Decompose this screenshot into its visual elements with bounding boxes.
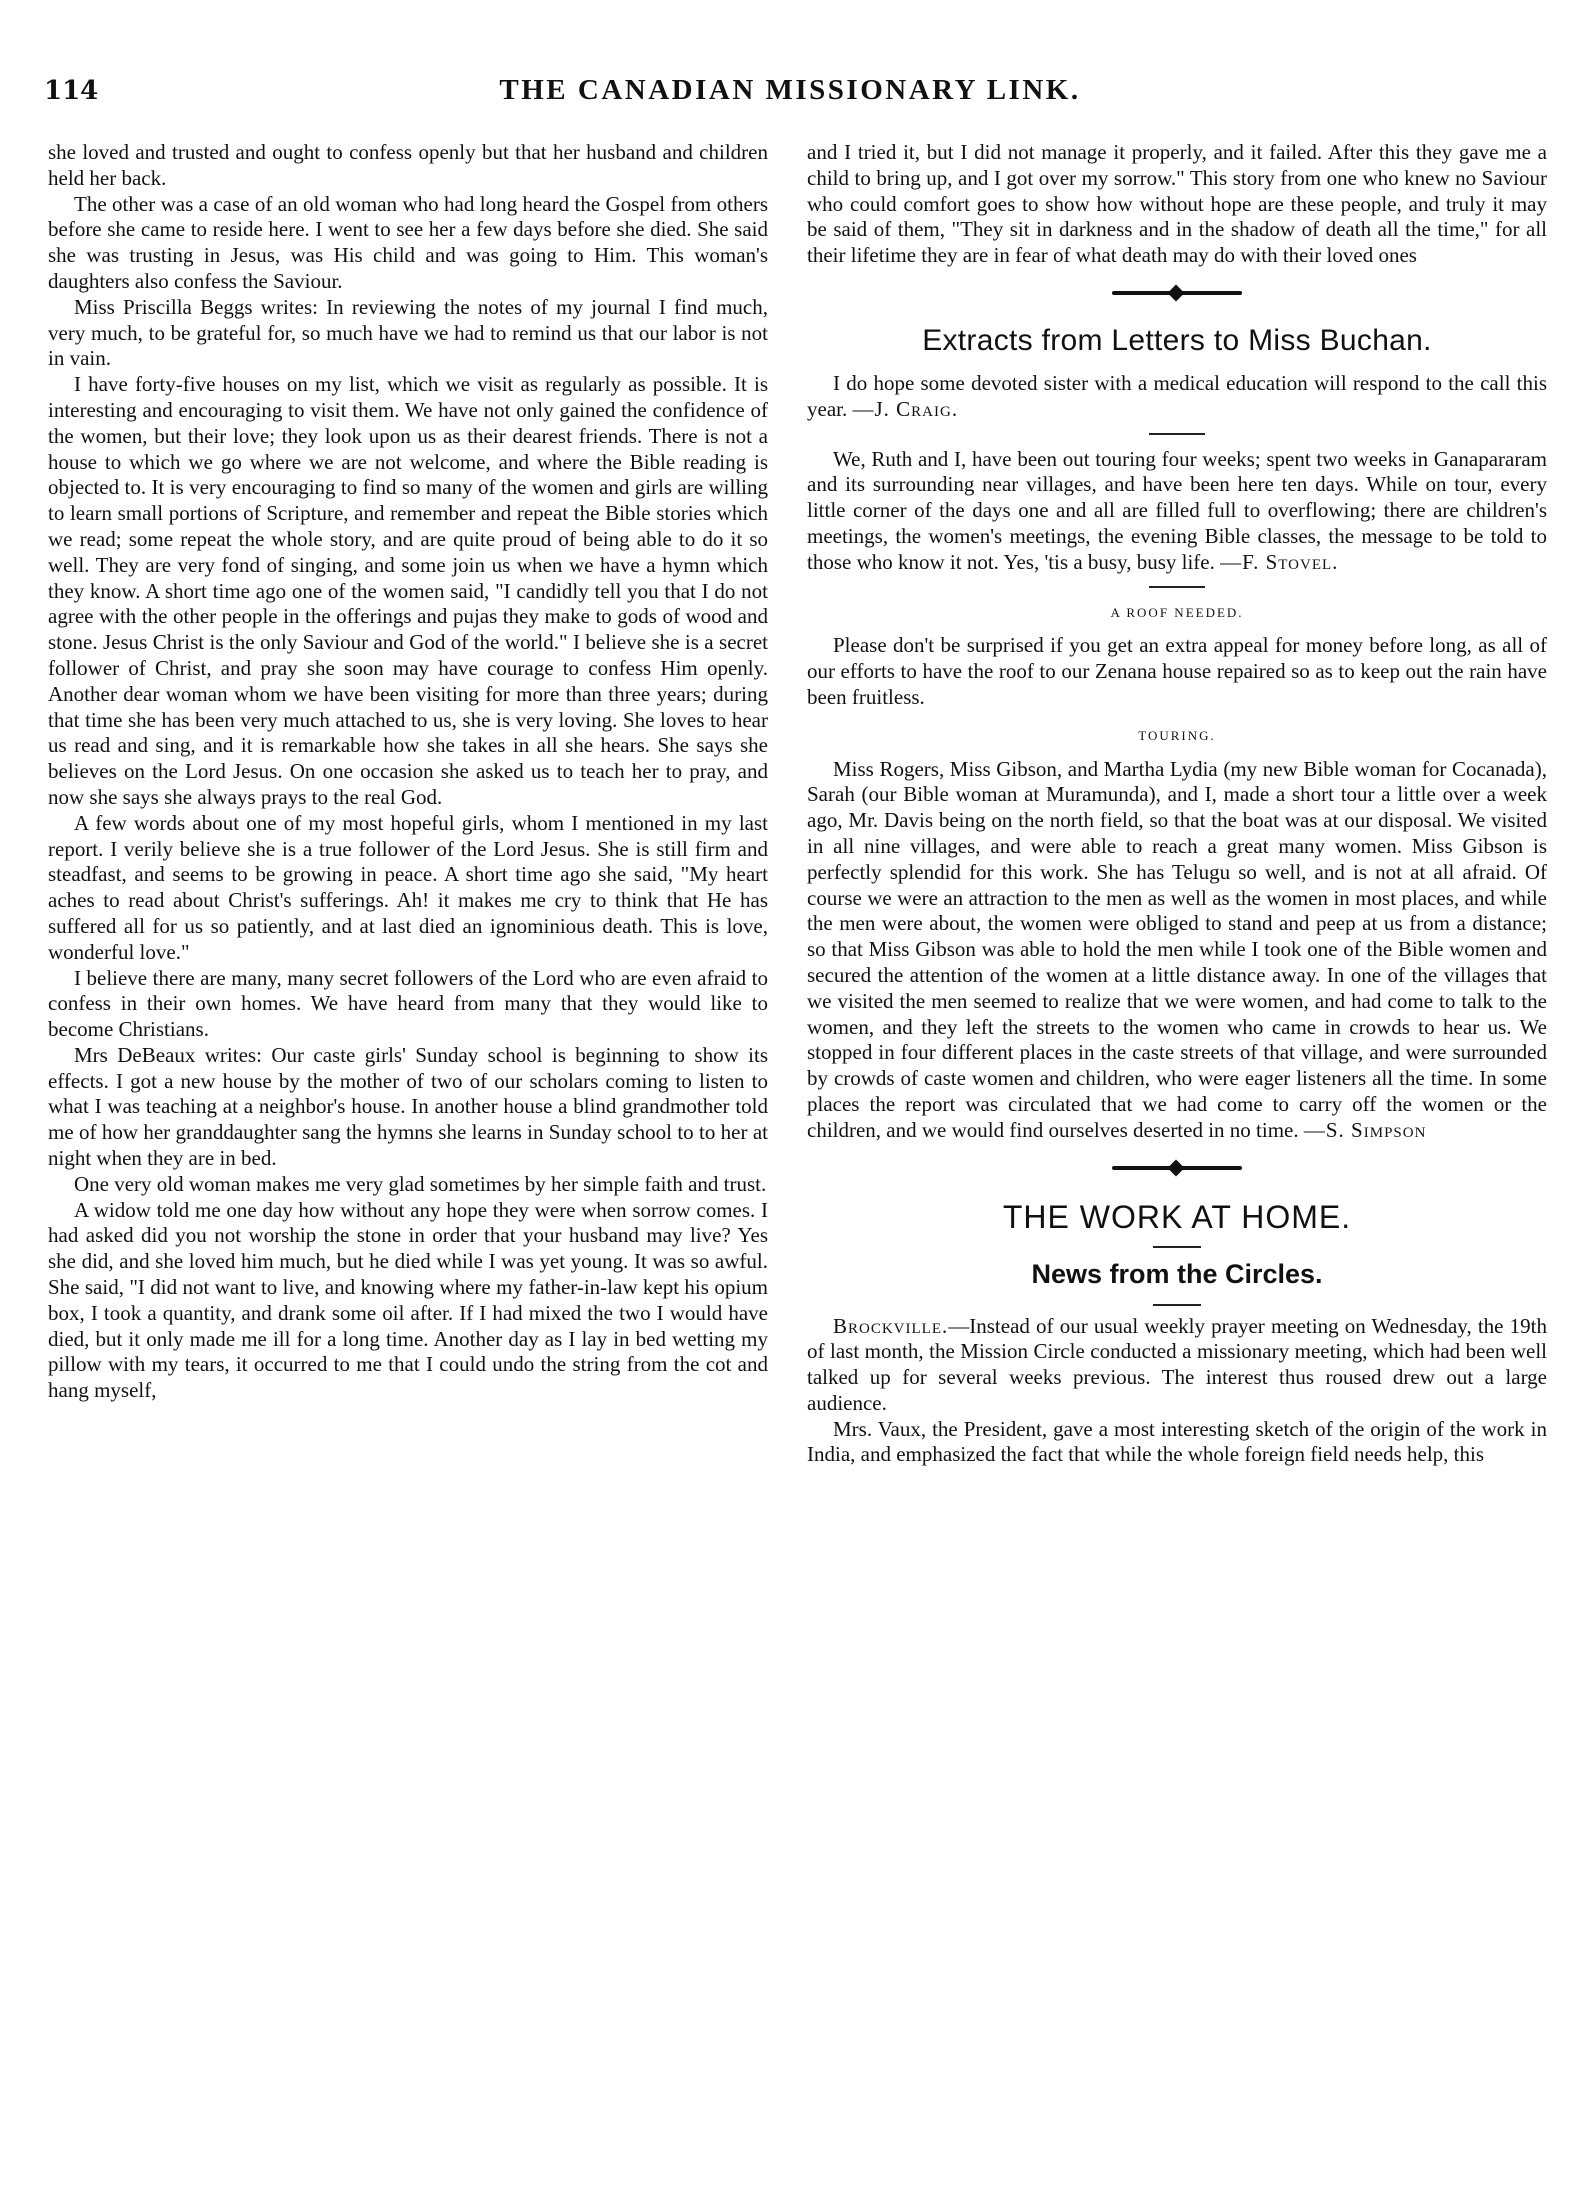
letter-paragraph xyxy=(807,447,1547,576)
letter-signature: —J. Craig. xyxy=(852,396,959,421)
letter-paragraph xyxy=(807,371,1547,423)
subsection-heading: A ROOF NEEDED. xyxy=(1110,604,1244,620)
paragraph: A widow told me one day how without any hope they were when sorrow comes. I had asked did you not worship the stone in order that your husband may live? Yes she did, and she loved him much, but he died while I was yet young. It was so awful. She said, "I did not want to live, and knowing where my father-in-law kept his opium box, I took a quantity, and drank some oil after. If I had mixed the two I would have died, but it only made me ill for a long time. Another day as I lay in bed wetting my pillow with my tears, it occurred to me that I could undo the string from the cot and hang myself, xyxy=(48,1197,768,1403)
paragraph: Mrs. Vaux, the President, gave a most interesting sketch of the origin of the work in India, and emphasized the fact that while the whole foreign field needs help, this xyxy=(807,1416,1547,1467)
paragraph: and I tried it, but I did not manage it properly, and it failed. After this they gave me a child to bring up, and I got over my sorrow." This story from one who knew no Saviour who could comfort goes to show how without hope are these people, and truly it may be said of them, "They sit in darkness and in the shadow of death all the time," for all their lifetime they are in fear of what death may do with their loved ones xyxy=(807,140,1547,268)
divider-rule xyxy=(1149,586,1205,588)
paragraph: Mrs DeBeaux writes: Our caste girls' Sunday school is beginning to show its effects. I got a new house by the mother of two of our scholars coming to listen to what I was teaching at a neighbor's house. In another house a blind grandmother told me of how her granddaughter sang the hymns she learns in Sunday school to to her at night when they are in bed. xyxy=(48,1042,768,1171)
letter-text: We, Ruth and I, have been out touring four weeks; spent two weeks in Ganapararam and its surrounding near villages, and have been here ten days. While on tour, every little corner of the days one and all are filled full to overflowing; there are children's meetings, the women's meetings, the evening Bible classes, the message to be told to those who know it not. Yes, 'tis a busy, busy life. xyxy=(807,446,1547,574)
letter-text: Miss Rogers, Miss Gibson, and Martha Lydia (my new Bible woman for Cocanada), Sarah (our Bible woman at Muramunda), and I, made a short tour a little over a week ago, Mr. Davis being on the north field, so that the boat was at our disposal. We visited in all nine villages, and were able to reach a great many women. Miss Gibson is perfectly splendid for this work. She has Telugu so well, and is not at all afraid. Of course we were an attraction to the men as well as the women in most places, and while the men were about, the women were obliged to stand and peep at us from a distance; so that Miss Gibson was able to hold the men while I took one of the Bible women and secured the attention of the women at a little distance away. In one of the villages that we visited the men seemed to realize that we were women, and had come to talk to the women, and they left the streets to the women who came in crowds to hear us. We stopped in four different places in the caste streets of that village, and were surrounded by crowds of caste women and children, who were eager listeners all the time. In some places the report was circulated that we had come to carry off the women or the children, and we would find ourselves deserted in no time. xyxy=(807,756,1547,1142)
letter-paragraph xyxy=(807,757,1547,1144)
subsection-title: News from the Circles. xyxy=(1031,1258,1323,1289)
paragraph: A few words about one of my most hopeful girls, whom I mentioned in my last report. I verily believe she is a true follower of the Lord Jesus. She is still firm and steadfast, and seems to be growing in peace. A short time ago she said, "My heart aches to read about Christ's sufferings. Ah! it makes me cry to think that He has suffered all for us so patiently, and at last died an ignominious death. This is love, wonderful love." xyxy=(48,810,768,964)
divider-rule xyxy=(1149,433,1205,435)
paragraph: One very old woman makes me very glad sometimes by her simple faith and trust. xyxy=(74,1171,767,1196)
paragraph: I believe there are many, many secret followers of the Lord who are even afraid to confess in their own homes. We have heard from many that they would like to become Christians. xyxy=(48,965,768,1042)
divider-rule xyxy=(1153,1304,1201,1306)
right-column xyxy=(807,140,1547,1468)
paragraph: I have forty-five houses on my list, which we visit as regularly as possible. It is interesting and encouraging to visit them. We have not only gained the confidence of the women, but their love; they look upon us as their dearest friends. There is not a house to which we go where we are not welcome, and where the Bible reading is objected to. It is very encouraging to find so many of the women and girls are willing to learn small portions of Scripture, and remember and repeat the Bible stories which we read; some repeat the whole story, and are quite proud of being able to do it so well. They are very fond of singing, and some join us when we have a hymn which they know. A short time ago one of the women said, "I candidly tell you that I do not agree with the other people in the offerings and pujas they make to gods of wood and stone. Jesus Christ is the only Saviour and God of the world." I believe she is a secret follower of Christ, and pray she soon may have courage to confess Him openly. Another dear woman whom we have been visiting for more than three years; during that time she has been very much attached to us, she is very loving. She loves to hear us read and sing, and it is remarkable how she takes in all she hears. She says she believes on the Lord Jesus. On one occasion she asked us to teach her to pray, and now she says she always prays to the real God. xyxy=(48,372,768,809)
paragraph: Please don't be surprised if you get an extra appeal for money before long, as all of our efforts to have the roof to our Zenana house repaired so as to keep out the rain have been fruitless. xyxy=(807,633,1547,709)
section-divider-ornament xyxy=(1112,1166,1242,1170)
running-title: THE CANADIAN MISSIONARY LINK. xyxy=(499,74,1081,106)
subsection-heading: TOURING. xyxy=(1138,727,1216,743)
letter-signature: —S. Simpson xyxy=(1303,1117,1427,1142)
paragraph: The other was a case of an old woman who had long heard the Gospel from others before she came to reside here. I went to see her a few days before she died. She said she was trusting in Jesus, was His child and was going to Him. This woman's daughters also confess the Saviour. xyxy=(48,191,768,293)
left-column xyxy=(48,140,768,1404)
section-title: THE WORK AT HOME. xyxy=(1002,1198,1352,1235)
place-name: Brockville. xyxy=(833,1313,949,1338)
page-number: 114 xyxy=(44,76,99,106)
section-title: Extracts from Letters to Miss Buchan. xyxy=(922,323,1432,357)
paragraph xyxy=(807,1314,1547,1417)
letter-text: I do hope some devoted sister with a medical education will respond to the call this year. xyxy=(807,370,1547,421)
divider-rule xyxy=(1153,1246,1201,1248)
section-divider-ornament xyxy=(1112,291,1242,295)
paragraph-text: —Instead of our usual weekly prayer meeting on Wednesday, the 19th of last month, the Mission Circle conducted a missionary meeting, which had been well talked up for several weeks previous. The interest thus roused drew out a large audience. xyxy=(807,1313,1547,1415)
paragraph: Miss Priscilla Beggs writes: In reviewing the notes of my journal I find much, very much, to be grateful for, so much have we had to remind us that our labor is not in vain. xyxy=(48,294,768,371)
letter-signature: —F. Stovel. xyxy=(1220,549,1339,574)
paragraph: she loved and trusted and ought to confess openly but that her husband and children held her back. xyxy=(48,140,768,190)
page-header xyxy=(40,70,1540,120)
